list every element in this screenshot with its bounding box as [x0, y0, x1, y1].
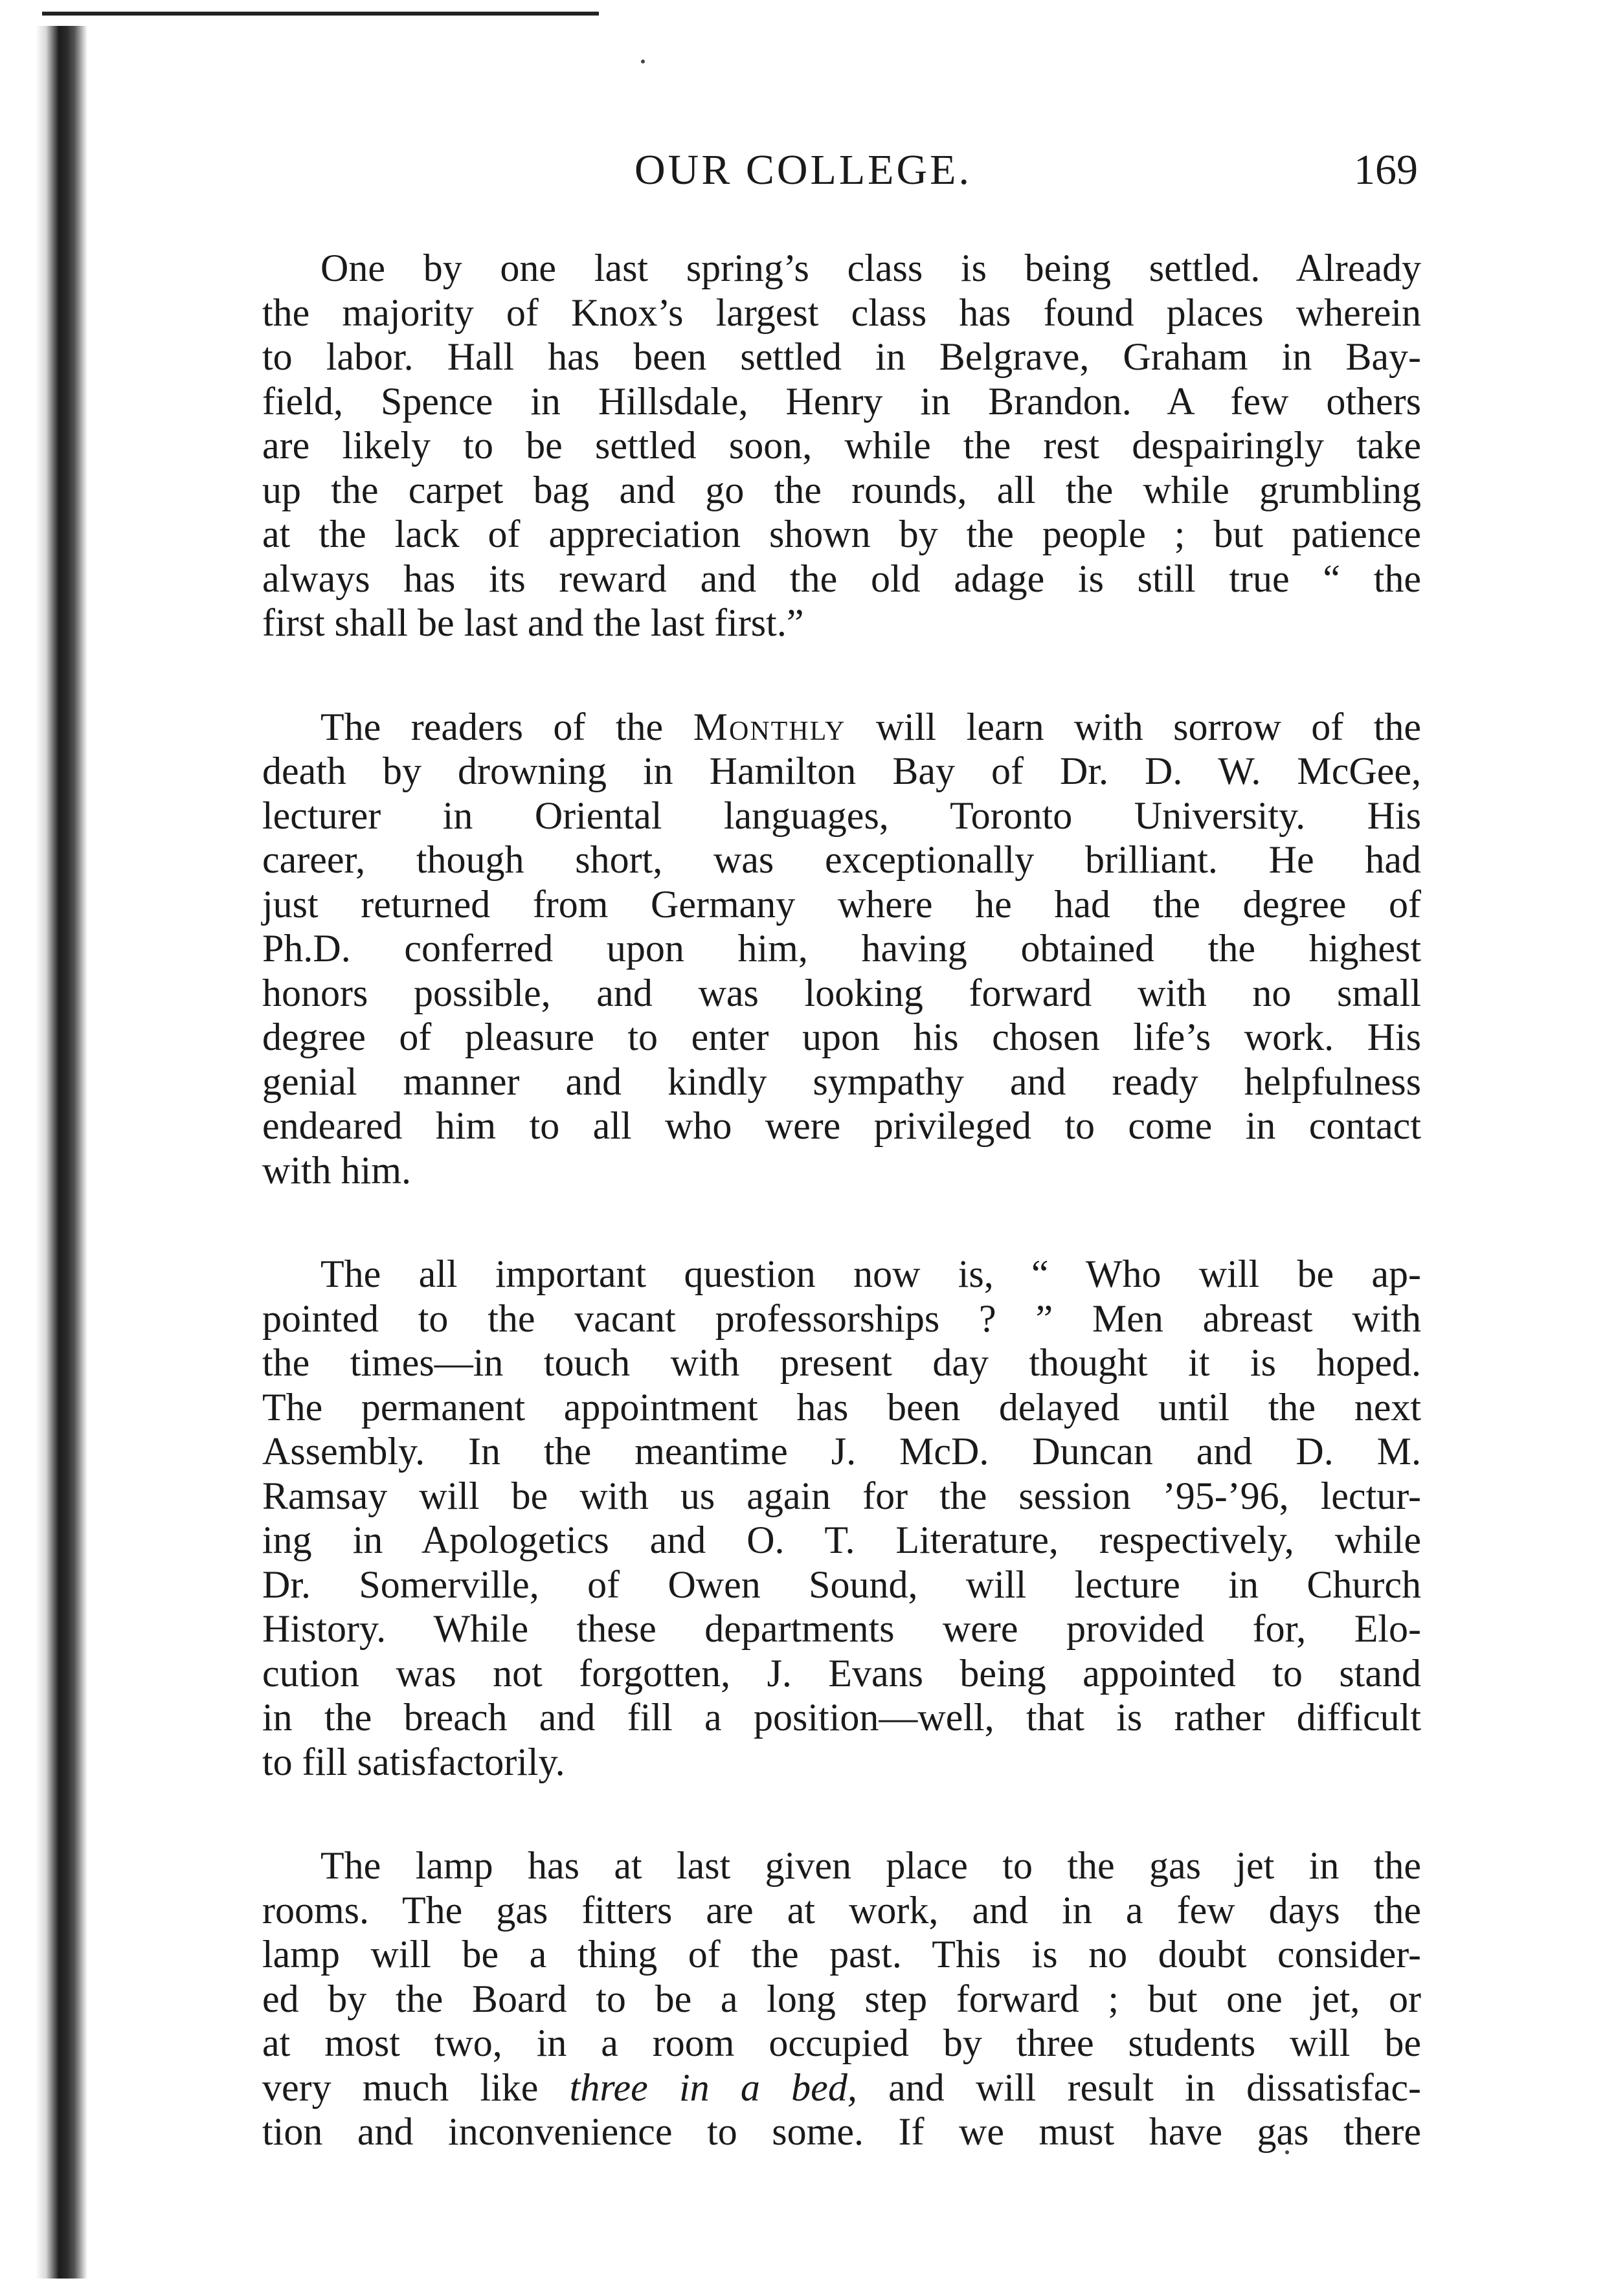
text-line: career, though short, was exceptionally brilliant. He had	[262, 838, 1421, 881]
text-line: Assembly. In the meantime J. McD. Duncan and D. M.	[262, 1430, 1421, 1473]
paragraph-professorships	[262, 1252, 1421, 1784]
running-title: OUR COLLEGE.	[634, 146, 972, 194]
text-line: One by one last spring’s class is being settled. Already	[320, 247, 1421, 289]
text-line: are likely to be settled soon, while the rest despairingly take	[262, 424, 1421, 467]
text-line: lecturer in Oriental languages, Toronto University. His	[262, 794, 1421, 837]
text-line: to fill satisfactorily.	[262, 1740, 565, 1783]
text-line: field, Spence in Hillsdale, Henry in Brandon. A few others	[262, 379, 1421, 423]
text-line: just returned from Germany where he had the degree of	[262, 882, 1421, 926]
text-line: lamp will be a thing of the past. This is no doubt consider-	[262, 1933, 1421, 1976]
text-run: The readers of the	[320, 705, 693, 748]
text-line: rooms. The gas fitters are at work, and in a few days the	[262, 1888, 1421, 1932]
body-text	[262, 246, 1421, 2214]
paragraph-mcgee-obituary	[262, 705, 1421, 1193]
text-line: The permanent appointment has been delayed until the next	[262, 1385, 1421, 1429]
text-line	[262, 705, 1421, 750]
text-line: ing in Apologetics and O. T. Literature, respectively, while	[262, 1519, 1421, 1561]
text-line	[262, 2066, 1421, 2110]
text-run: and will result in dissatisfac-	[857, 2066, 1421, 2109]
text-line: death by drowning in Hamilton Bay of Dr. D. W. McGee,	[262, 750, 1421, 792]
scan-binding-edge	[36, 26, 87, 2279]
text-line: the times—in touch with present day thought it is hoped.	[262, 1341, 1421, 1384]
text-line: up the carpet bag and go the rounds, all the while grumbling	[262, 468, 1421, 511]
scan-top-rule	[42, 12, 599, 16]
text-line: at the lack of appreciation shown by the people ; but patience	[262, 513, 1421, 555]
text-line: at most two, in a room occupied by three students will be	[262, 2022, 1421, 2064]
text-run: very much like	[262, 2066, 570, 2109]
text-line: degree of pleasure to enter upon his chosen life’s work. His	[262, 1016, 1421, 1058]
text-line: pointed to the vacant professorships ? ” Men abreast with	[262, 1297, 1421, 1340]
text-line: honors possible, and was looking forward with no small	[262, 971, 1421, 1014]
text-run: will learn with sorrow of the	[846, 705, 1421, 748]
text-line: in the breach and fill a position—well, that is rather difficult	[262, 1696, 1421, 1739]
paragraph-gas-lighting	[262, 1844, 1421, 2154]
text-line: cution was not forgotten, J. Evans being appointed to stand	[262, 1651, 1421, 1695]
text-line: The lamp has at last given place to the gas jet in the	[320, 1844, 1421, 1887]
paragraph-graduates-settled	[262, 246, 1421, 645]
page-header	[272, 146, 1418, 217]
text-line: Ramsay will be with us again for the session ’95-’96, lectur-	[262, 1474, 1421, 1517]
text-line: the majority of Knox’s largest class has found places wherein	[262, 291, 1421, 334]
text-line: genial manner and kindly sympathy and ready helpfulness	[262, 1060, 1421, 1103]
page-number: 169	[1354, 146, 1418, 194]
text-line: tion and inconvenience to some. If we must have gas there	[262, 2110, 1421, 2153]
italic-phrase: three in a bed,	[569, 2066, 857, 2109]
text-line: with him.	[262, 1148, 412, 1192]
text-line: ed by the Board to be a long step forward ; but one jet, or	[262, 1977, 1421, 2020]
journal-name-smallcaps: Monthly	[693, 705, 846, 748]
text-line: first shall be last and the last first.”	[262, 601, 804, 644]
text-line: always has its reward and the old adage is still true “ the	[262, 557, 1421, 600]
text-line: to labor. Hall has been settled in Belgrave, Graham in Bay-	[262, 335, 1421, 378]
text-line: Dr. Somerville, of Owen Sound, will lecture in Church	[262, 1563, 1421, 1606]
scan-speck	[641, 60, 645, 63]
text-line: History. While these departments were provided for, Elo-	[262, 1607, 1421, 1650]
text-line: endeared him to all who were privileged to come in contact	[262, 1104, 1421, 1147]
text-line: Ph.D. conferred upon him, having obtained the highest	[262, 927, 1421, 970]
text-line: The all important question now is, “ Who will be ap-	[320, 1253, 1421, 1295]
